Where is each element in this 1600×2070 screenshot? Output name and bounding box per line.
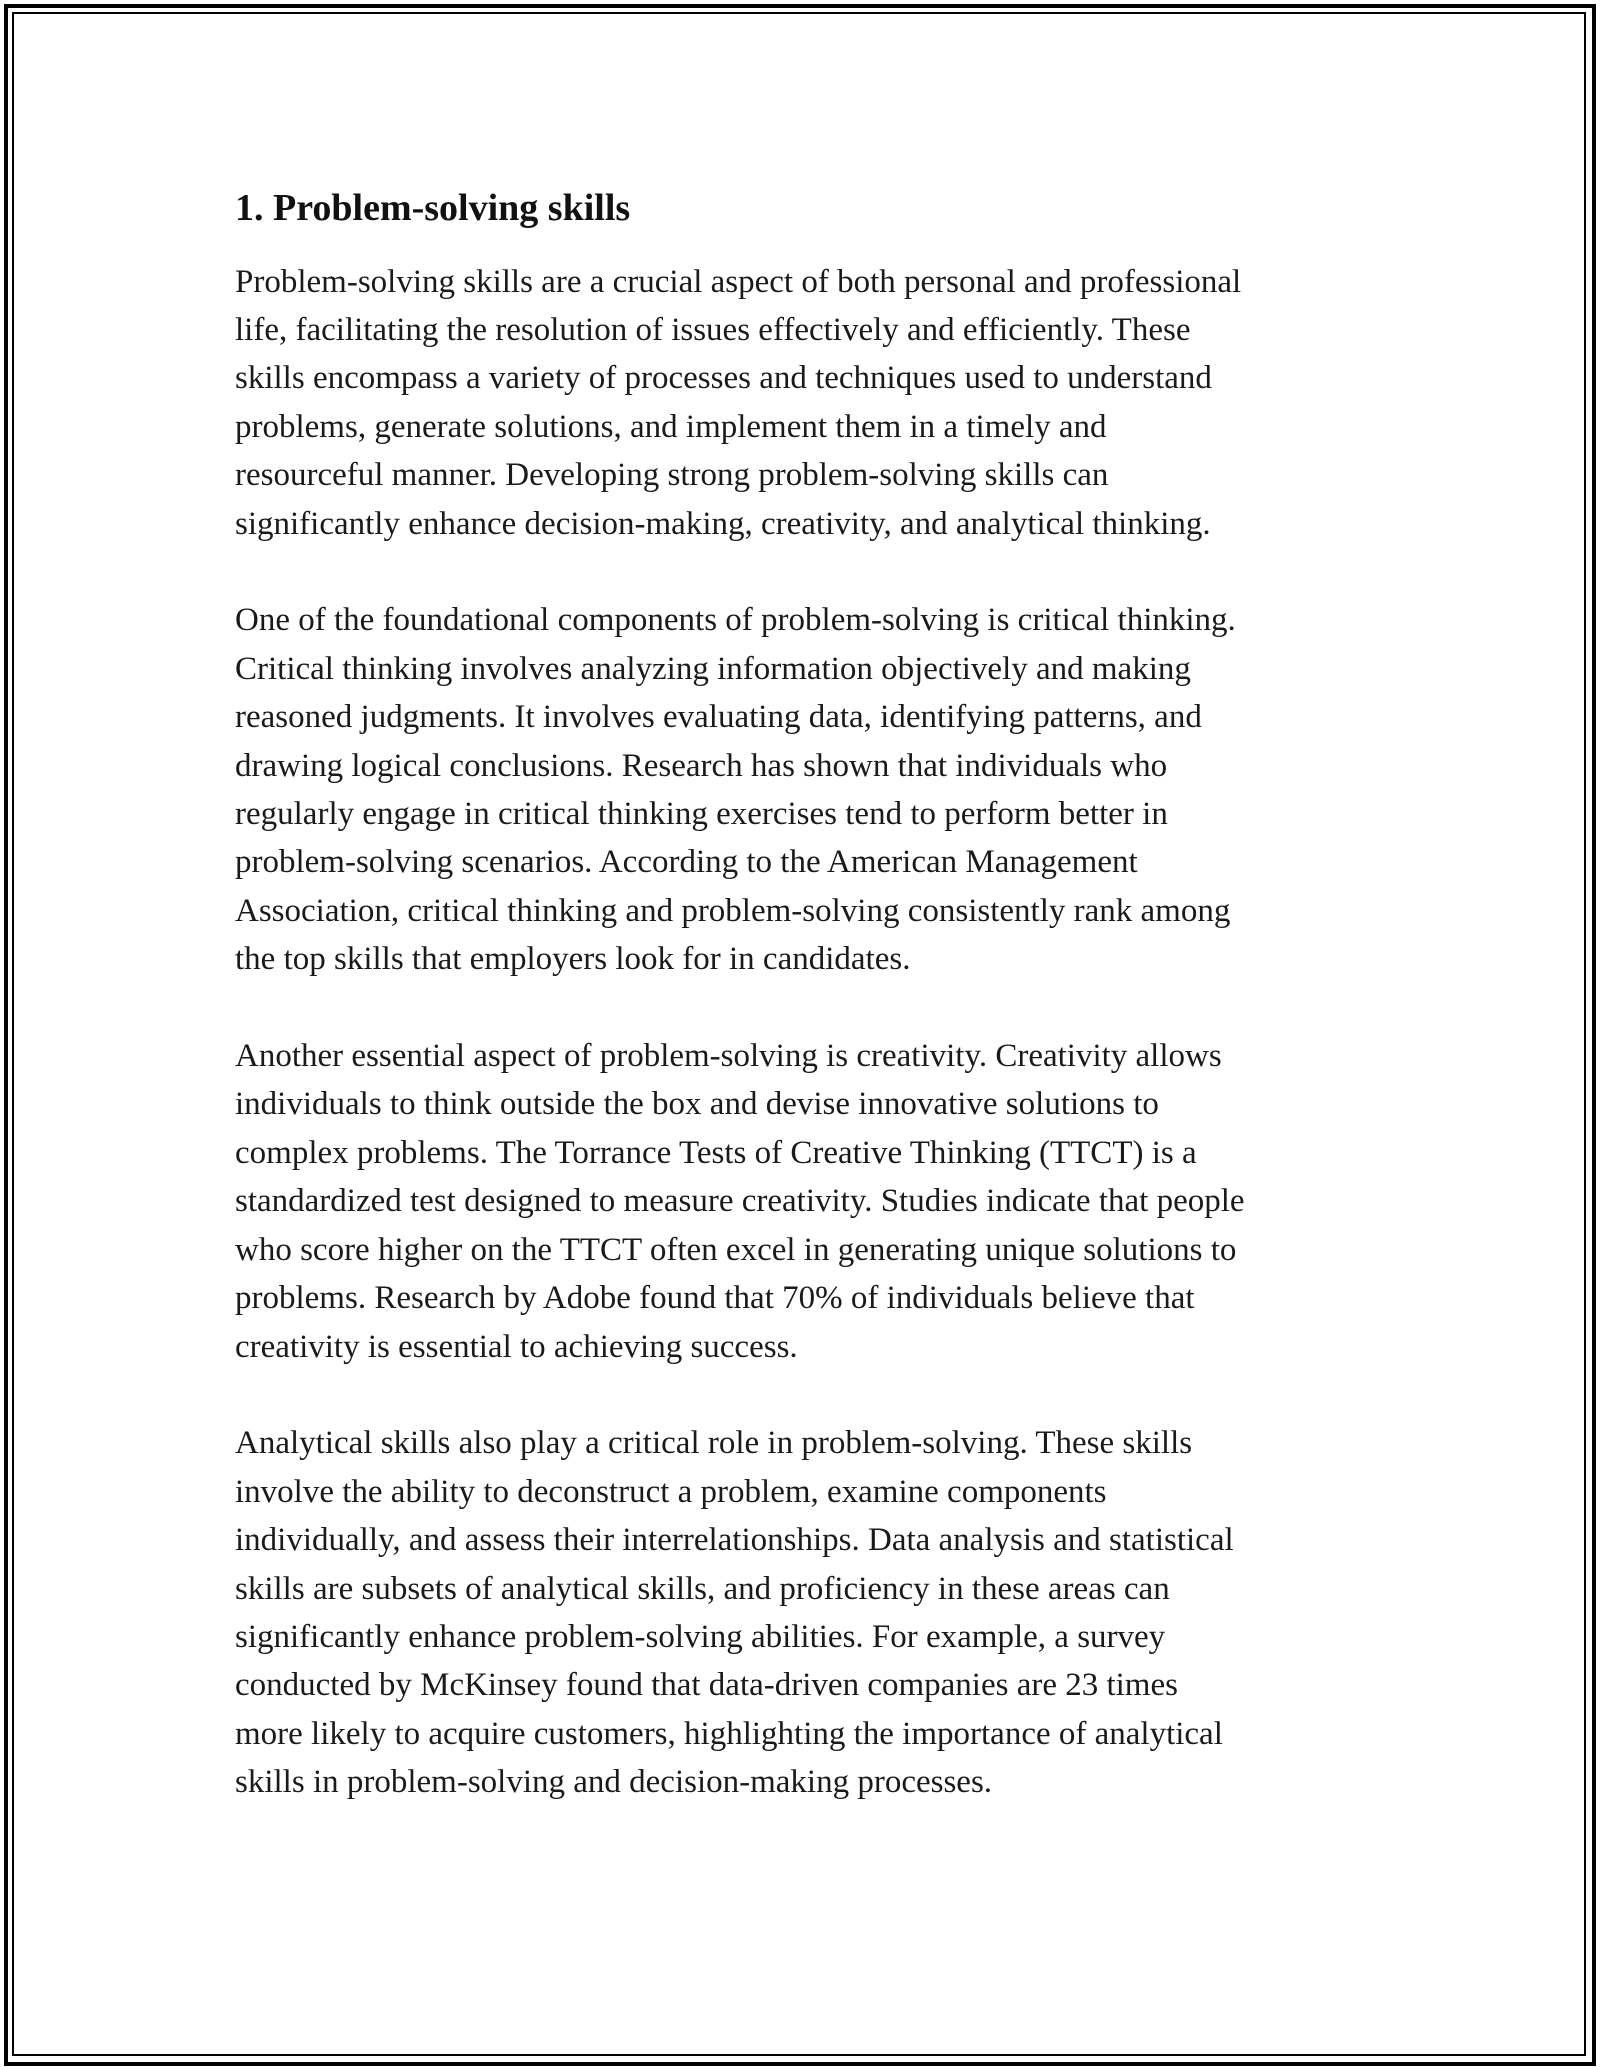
paragraph-creativity	[235, 1032, 1375, 1371]
section-heading: 1. Problem-solving skills	[235, 187, 631, 229]
text-line: regularly engage in critical thinking exercises tend to perform better in	[235, 796, 1168, 833]
document-body	[235, 186, 1375, 1855]
text-line: conducted by McKinsey found that data-driven companies are 23 times	[235, 1667, 1178, 1704]
text-line: Critical thinking involves analyzing information objectively and making	[235, 650, 1191, 687]
text-line: problems. Research by Adobe found that 70% of individuals believe that	[235, 1280, 1195, 1317]
text-line: problem-solving scenarios. According to the American Management	[235, 844, 1138, 881]
text-line: drawing logical conclusions. Research has shown that individuals who	[235, 747, 1168, 784]
text-line: problems, generate solutions, and implement them in a timely and	[235, 408, 1107, 445]
text-line: significantly enhance decision-making, creativity, and analytical thinking.	[235, 505, 1211, 542]
text-line: standardized test designed to measure creativity. Studies indicate that people	[235, 1183, 1245, 1220]
text-line: skills are subsets of analytical skills, and proficiency in these areas can	[235, 1570, 1170, 1607]
text-line: life, facilitating the resolution of issues effectively and efficiently. These	[235, 312, 1191, 348]
text-line: significantly enhance problem-solving abilities. For example, a survey	[235, 1618, 1166, 1655]
text-line: the top skills that employers look for in candidates.	[235, 941, 911, 978]
text-line: individuals to think outside the box and devise innovative solutions to	[235, 1086, 1159, 1123]
text-line: skills encompass a variety of processes and techniques used to understand	[235, 360, 1212, 397]
text-line: Another essential aspect of problem-solving is creativity. Creativity allows	[235, 1038, 1222, 1075]
text-line: creativity is essential to achieving success.	[235, 1328, 798, 1365]
paragraph-analytical-skills	[235, 1419, 1375, 1806]
text-line: One of the foundational components of problem-solving is critical thinking.	[235, 602, 1236, 639]
text-line: Problem-solving skills are a crucial aspect of both personal and professional	[235, 263, 1242, 300]
text-line: resourceful manner. Developing strong problem-solving skills can	[235, 457, 1109, 494]
text-line: Analytical skills also play a critical role in problem-solving. These skills	[235, 1425, 1193, 1462]
paragraph-critical-thinking	[235, 596, 1375, 983]
text-line: skills in problem-solving and decision-making processes.	[235, 1764, 993, 1801]
text-line: Association, critical thinking and problem-solving consistently rank among	[235, 892, 1231, 929]
text-line: who score higher on the TTCT often excel in generating unique solutions to	[235, 1231, 1237, 1268]
text-line: reasoned judgments. It involves evaluating data, identifying patterns, and	[235, 699, 1202, 736]
text-line: involve the ability to deconstruct a problem, examine components	[235, 1473, 1107, 1510]
paragraph-intro	[235, 258, 1375, 548]
text-line: more likely to acquire customers, highlighting the importance of analytical	[235, 1715, 1223, 1752]
text-line: complex problems. The Torrance Tests of Creative Thinking (TTCT) is a	[235, 1134, 1197, 1171]
text-line: individually, and assess their interrelationships. Data analysis and statistical	[235, 1522, 1234, 1559]
